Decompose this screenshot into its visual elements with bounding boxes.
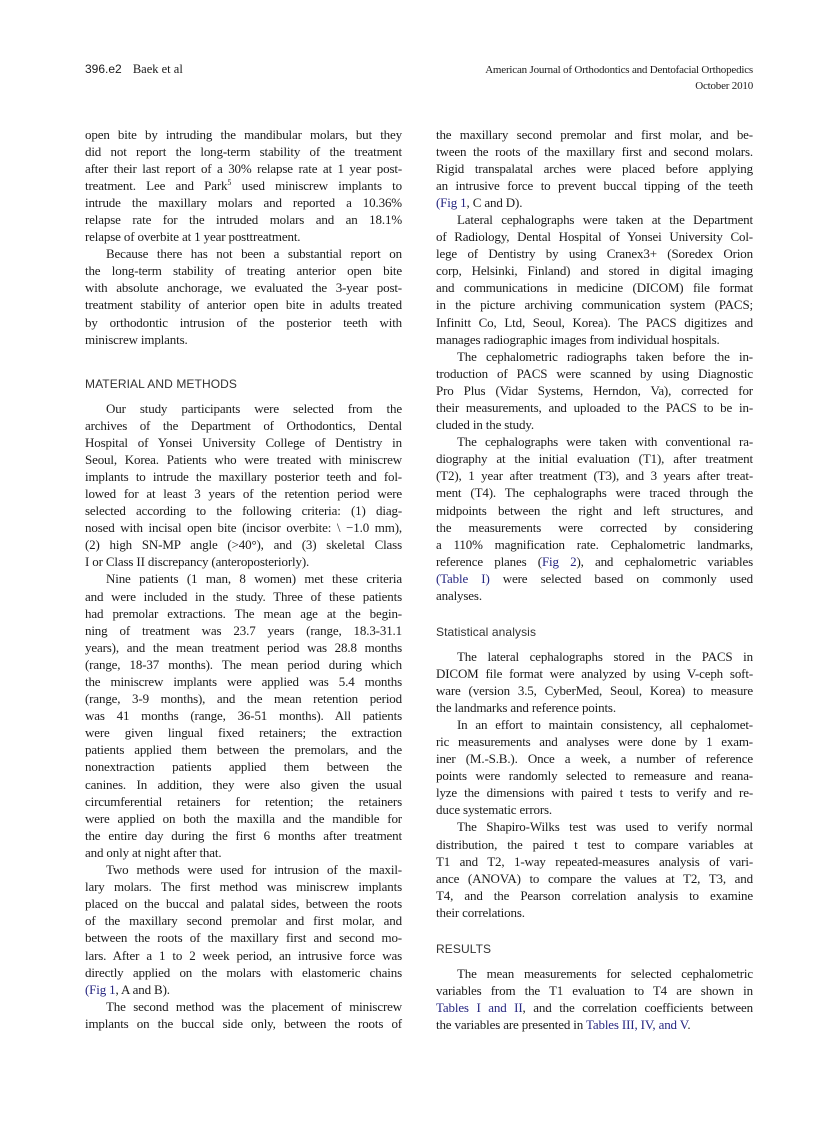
text-line: selected according to the following criteria: (1) diag- [85, 503, 402, 519]
paragraph [85, 570, 402, 861]
text-line: the long-term stability of treating anterior open bite [85, 263, 402, 279]
text-line [436, 553, 753, 570]
text-line: did not report the long-term stability of the treatment [85, 143, 402, 159]
text-line: ning of treatment was 23.7 years (range, 18.3-31.1 [85, 622, 402, 638]
text-line: years), and the mean treatment period was 28.8 months [85, 639, 402, 655]
text-line: implants on the buccal side only, between the roots of [85, 1015, 402, 1031]
text-line: Rigid transpalatal arches were placed before applying [436, 160, 753, 176]
text-line [436, 999, 753, 1016]
text-line: patients applied them between the premolars, and the [85, 742, 402, 758]
paragraph [436, 348, 753, 433]
text-line: T4, and the Pearson correlation analysis to examine [436, 887, 753, 903]
text-line: Pro Plus (Vidar Systems, Herndon, Va), corrected for [436, 382, 753, 398]
text-line: treatment stability of anterior open bite in adults treated [85, 297, 402, 313]
text-line: and were included in the study. Three of these patients [85, 588, 402, 604]
text-line: (T2), 1 year after treatment (T3), and 3 years after treat- [436, 468, 753, 484]
text-line: with absolute anchorage, we evaluated the 3-year post- [85, 280, 402, 296]
text-line: ment (T4). The cephalographs were traced through the [436, 485, 753, 501]
text-segment: , A and B). [115, 981, 170, 997]
text-line: T1 and T2, 1-way repeated-measures analysis of vari- [436, 853, 753, 869]
text-line: canines. In addition, they were also given the usual [85, 776, 402, 792]
text-line: lowed for at least 3 years of the retention period were [85, 485, 402, 501]
text-line: intrude the maxillary molars and reported a 10.36% [85, 194, 402, 210]
running-header-left [85, 62, 183, 77]
text-line: lege of Dentistry by using Cranex3+ (Soredex Orion [436, 246, 753, 262]
text-line: of Radiology, Dental Hospital of Yonsei University Col- [436, 229, 753, 245]
paragraph [85, 998, 402, 1032]
text-line: and only at night after that. [85, 844, 222, 860]
text-line: ware (version 3.5, CyberMed, Seoul, Korea) to measure [436, 682, 753, 698]
text-line: were given lingual fixed retainers; the extraction [85, 725, 402, 741]
text-line: duce systematic errors. [436, 802, 553, 818]
text-line: Our study participants were selected from the [106, 400, 402, 416]
left-methods [85, 400, 402, 1032]
text-line: nonextraction patients applied them between the [85, 759, 402, 775]
text-line: after their last report of a 30% relapse rate at 1 year post- [85, 160, 402, 176]
text-line: lyze the dimensions with paired t tests to verify and re- [436, 785, 753, 801]
text-line: troduction of PACS were scanned by using Diagnostic [436, 365, 753, 381]
text-line: relapse of overbite at 1 year posttreatment. [85, 229, 301, 245]
text-line: cluded in the study. [436, 417, 534, 433]
reference-link[interactable]: (Fig 1 [436, 194, 467, 210]
right-stats [436, 648, 753, 922]
running-header-right [485, 62, 753, 94]
paragraph [436, 433, 753, 604]
paragraph [436, 211, 753, 348]
issue-date: October 2010 [695, 80, 753, 92]
paragraph [436, 965, 753, 1033]
text-line: (2) high SN-MP angle (>40°), and (3) skeletal Class [85, 537, 402, 553]
text-line: the entire day during the first 6 months after treatment [85, 827, 402, 843]
paragraph [85, 245, 402, 348]
text-line: between the roots of the maxillary first and second mo- [85, 930, 402, 946]
text-line: corp, Helsinki, Finland) and stored in digital imaging [436, 263, 753, 279]
text-segment: . [687, 1016, 691, 1032]
paragraph [85, 861, 402, 998]
text-line: of the maxillary second premolar and first molar, and [85, 913, 402, 929]
right-results [436, 965, 753, 1033]
text-line: directly applied on the molars with elastomeric chains [85, 964, 402, 980]
text-line: DICOM file format were analyzed by using V-ceph soft- [436, 665, 753, 681]
text-line: diography at the initial evaluation (T1), after treatment [436, 451, 753, 467]
text-line: iner (M.-S.B.). Once a week, a number of reference [436, 751, 753, 767]
text-line: archives of the Department of Orthodontics, Dental [85, 417, 402, 433]
text-line: circumferential retainers for retention; the retainers [85, 793, 402, 809]
paragraph [436, 818, 753, 921]
section-heading-statistical-analysis: Statistical analysis [436, 625, 537, 639]
paragraph [85, 400, 402, 571]
text-line: Hospital of Yonsei University College of Dentistry in [85, 434, 402, 450]
text-line [436, 194, 753, 211]
text-line: manages radiographic images from individual hospitals. [436, 331, 720, 347]
paragraph [436, 126, 753, 211]
text-line: The cephalometric radiographs taken before the in- [457, 348, 753, 364]
text-segment: were selected based on commonly used [489, 570, 753, 586]
text-line: In an effort to maintain consistency, all cephalomet- [457, 716, 753, 732]
section-heading-results: RESULTS [436, 942, 492, 956]
text-segment: used miniscrew implants to [231, 177, 402, 193]
text-line: lars. After a 1 to 2 week period, an intrusive force was [85, 947, 402, 963]
text-line: relapse rate for the intruded molars and an 18.1% [85, 211, 402, 227]
text-line: I or Class II discrepancy (anteroposteriorly). [85, 554, 310, 570]
text-line: placed on the buccal and palatal sides, between the roots [85, 896, 402, 912]
text-segment: ), and cephalometric variables [576, 553, 753, 569]
text-line: (range, 18-37 months). The mean period during which [85, 656, 402, 672]
text-line: the landmarks and reference points. [436, 699, 616, 715]
citation-superscript: 5 [227, 177, 232, 187]
text-line: (range, 3-9 months), and the mean retention period [85, 691, 402, 707]
text-line: lary molars. The first method was miniscrew implants [85, 879, 402, 895]
text-line: ance (ANOVA) to compare the values at T2, T3, and [436, 870, 753, 886]
text-line: Nine patients (1 man, 8 women) met these criteria [106, 571, 402, 587]
text-segment: the variables are presented in [436, 1016, 586, 1032]
reference-link[interactable]: (Table I) [436, 570, 490, 586]
text-line: their correlations. [436, 904, 525, 920]
left-intro [85, 126, 402, 348]
text-line: Two methods were used for intrusion of the maxil- [106, 862, 402, 878]
section-heading-methods: MATERIAL AND METHODS [85, 377, 238, 391]
right-methods [436, 126, 753, 605]
text-line: and communications in medicine (DICOM) file format [436, 280, 753, 296]
text-segment: reference planes ( [436, 553, 542, 569]
text-line: The cephalographs were taken with conventional ra- [457, 434, 753, 450]
journal-title: American Journal of Orthodontics and Dentofacial Orthopedics [485, 64, 753, 76]
text-line: the maxillary second premolar and first molar, and be- [436, 126, 753, 142]
text-line: Infinitt Co, Ltd, Seoul, Korea). The PACS digitizes and [436, 314, 753, 330]
text-line: miniscrew implants. [85, 331, 188, 347]
text-line: in the picture archiving communication system (PACS; [436, 297, 753, 313]
text-line: implants to intrude the maxillary posterior teeth and fol- [85, 468, 402, 484]
text-line: had premolar extractions. The mean age at the begin- [85, 605, 402, 621]
text-line: an intrusive force to prevent buccal tipping of the teeth [436, 177, 753, 193]
text-line: The lateral cephalographs stored in the PACS in [457, 648, 753, 664]
text-segment: , and the correlation coefficients between [522, 999, 753, 1015]
paragraph [436, 648, 753, 716]
text-line [436, 570, 753, 587]
text-line: The second method was the placement of miniscrew [106, 998, 402, 1014]
text-line: analyses. [436, 588, 482, 604]
text-line: The mean measurements for selected cephalometric [457, 965, 753, 981]
text-line: the miniscrew implants were applied was 5.4 months [85, 674, 402, 689]
text-line: Because there has not been a substantial report on [106, 246, 402, 262]
text-line: open bite by intruding the mandibular molars, but they [85, 126, 402, 142]
text-line: nosed with incisal open bite (incisor overbite: \ −1.0 mm), [85, 520, 402, 536]
text-line: ric measurements and analyses were done by 1 exam- [436, 733, 753, 749]
paragraph [85, 126, 402, 246]
text-line [85, 177, 402, 194]
text-line: Seoul, Korea. Patients who were treated with miniscrew [85, 451, 402, 467]
text-line: distribution, the paired t test to compare variables at [436, 836, 753, 852]
paragraph [436, 716, 753, 819]
text-line: Lateral cephalographs were taken at the Department [457, 211, 753, 227]
text-line: tween the roots of the maxillary first and second molars. [436, 143, 753, 159]
authors: Baek et al [132, 62, 183, 76]
text-line: the measurements were corrected by considering [436, 519, 753, 535]
reference-link[interactable]: Tables I and II [436, 999, 523, 1015]
reference-link[interactable]: Fig 2 [541, 553, 577, 569]
text-line: were applied on both the maxilla and the mandible for [85, 810, 402, 826]
text-line: points were randomly selected to remeasure and reana- [436, 768, 753, 784]
text-segment: , C and D). [466, 194, 523, 210]
text-line: midpoints between the right and left structures, and [436, 502, 753, 518]
text-line: by orthodontic intrusion of the posterior teeth with [85, 314, 402, 330]
text-line: a 110% magnification rate. Cephalometric landmarks, [436, 536, 753, 552]
text-line [436, 1016, 753, 1033]
text-line [85, 981, 402, 998]
text-segment: treatment. Lee and Park [85, 177, 228, 193]
reference-link[interactable]: Tables III, IV, and V [585, 1016, 688, 1032]
text-line: was 41 months (range, 36-51 months). All patients [85, 708, 402, 724]
text-line: variables from the T1 evaluation to T4 are shown in [436, 982, 753, 998]
text-line: The Shapiro-Wilks test was used to verify normal [457, 819, 753, 835]
reference-link[interactable]: (Fig 1 [85, 981, 116, 997]
page-number: 396.e2 [85, 62, 122, 76]
text-line: their measurements, and uploaded to the PACS to be in- [436, 400, 753, 415]
